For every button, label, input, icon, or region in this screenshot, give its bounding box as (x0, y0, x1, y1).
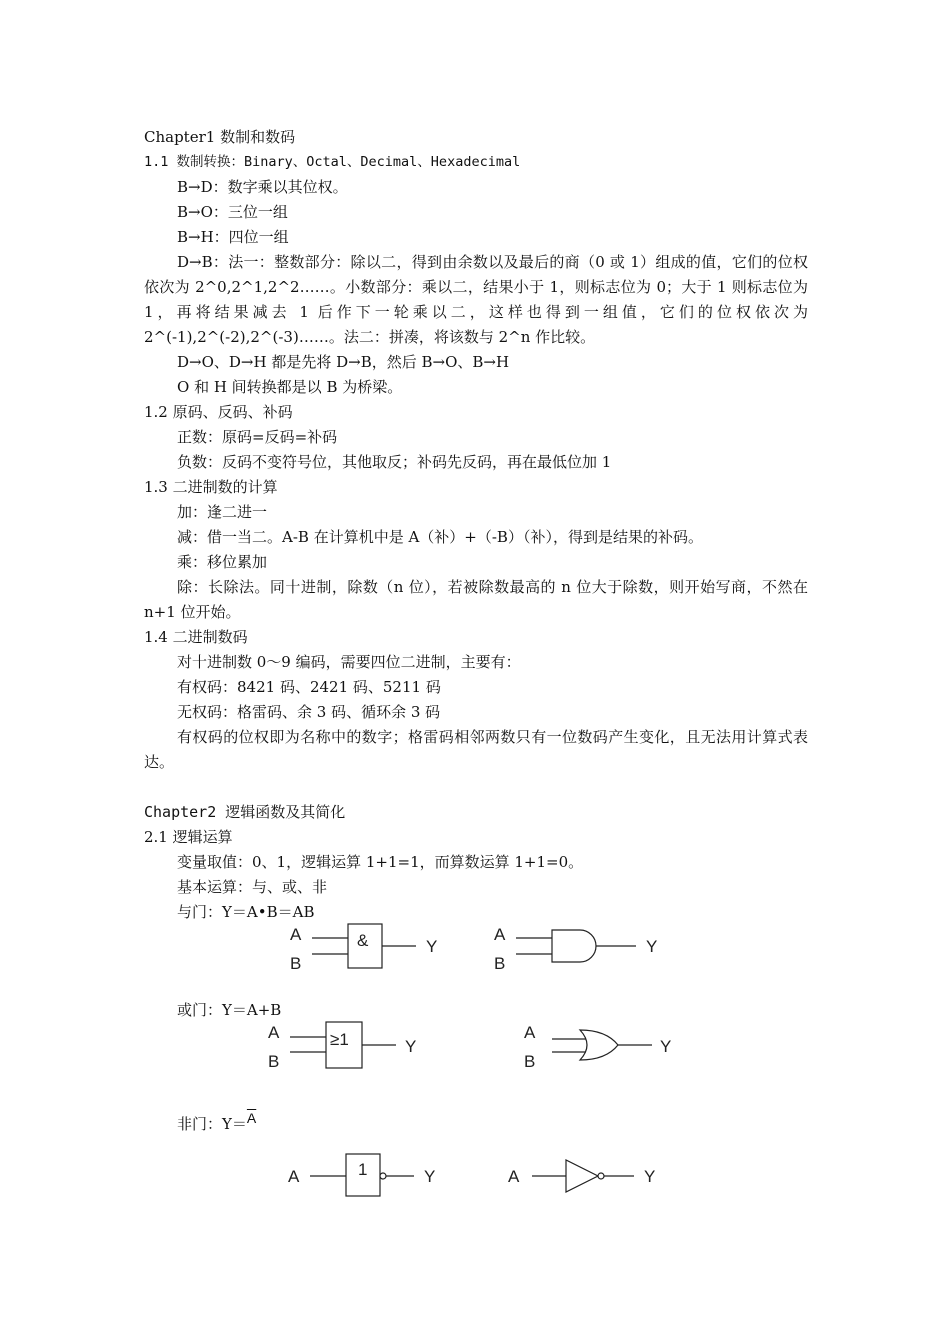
basic-operations-text: 基本运算：与、或、非 (177, 878, 328, 896)
not-label-a: A (288, 1167, 300, 1186)
multiplication-text: 乘：移位累加 (177, 553, 268, 571)
and-ansi-label-a: A (494, 925, 506, 944)
chapter1-title: Chapter1 数制和数码 (144, 128, 296, 146)
and-ansi-symbol (552, 930, 596, 962)
b-to-h-text: B→H：四位一组 (177, 228, 289, 246)
or-label-y: Y (405, 1037, 417, 1056)
or-gate-diagrams (262, 1016, 692, 1076)
not-inversion-bubble (380, 1173, 386, 1179)
negative-codes-text: 负数：反码不变符号位，其他取反；补码先反码，再在最低位加 1 (177, 453, 612, 471)
encoding-intro-text: 对十进制数 0～9 编码，需要四位二进制，主要有： (177, 653, 521, 671)
not-ansi-inversion-bubble (598, 1173, 604, 1179)
or-ansi-label-y: Y (660, 1037, 672, 1056)
or-ansi-symbol (580, 1030, 618, 1060)
codes-note-paragraph: 有权码的位权即为名称中的数字；格雷码相邻两数只有一位数码产生变化，且无法用计算式表达。 (144, 728, 808, 771)
not-ansi-label-y: Y (644, 1167, 656, 1186)
section-1-1-heading: 1.1 数制转换：Binary、Octal、Decimal、Hexadecimal (144, 154, 521, 170)
section-1-2-heading: 1.2 原码、反码、补码 (144, 403, 293, 421)
not-gate-formula (177, 1110, 257, 1134)
division-paragraph: 除：长除法。同十进制，除数（n 位），若被除数最高的 n 位大于除数，则开始写商，不然在 n+1 位开始。 (144, 578, 808, 621)
and-gate-diagrams (280, 918, 680, 980)
and-symbol-label: & (357, 931, 369, 950)
d-to-o-h-text: D→O、D→H 都是先将 D→B，然后 B→O、B→H (177, 353, 510, 371)
and-label-y: Y (426, 937, 438, 956)
not-symbol-label: 1 (358, 1160, 368, 1179)
chapter2-title: Chapter2 逻辑函数及其简化 (144, 803, 346, 821)
section-2-1-heading: 2.1 逻辑运算 (144, 828, 233, 846)
or-gate-formula: 或门：Y＝A+B (177, 1001, 282, 1019)
unweighted-codes-text: 无权码：格雷码、余 3 码、循环余 3 码 (177, 703, 441, 721)
weighted-codes-text: 有权码：8421 码、2421 码、5211 码 (177, 678, 441, 696)
not-gate-diagrams (280, 1148, 680, 1198)
section-1-3-heading: 1.3 二进制数的计算 (144, 478, 278, 496)
not-gate-variable: $\overline{A}$ (246, 1110, 257, 1126)
and-ansi-label-y: Y (646, 937, 658, 956)
b-to-d-text: B→D：数字乘以其位权。 (177, 178, 348, 196)
and-label-b: B (290, 954, 302, 973)
variable-values-text: 变量取值：0、1，逻辑运算 1+1=1，而算数运算 1+1=0。 (177, 853, 584, 871)
not-ansi-label-a: A (508, 1167, 520, 1186)
or-ansi-label-b: B (524, 1052, 536, 1071)
subtraction-text: 减：借一当二。A-B 在计算机中是 A（补）+（-B）（补），得到是结果的补码。 (177, 528, 703, 546)
or-symbol-label: ≥1 (330, 1030, 349, 1049)
o-h-bridge-text: O 和 H 间转换都是以 B 为桥梁。 (177, 378, 403, 396)
addition-text: 加：逢二进一 (177, 503, 268, 521)
positive-codes-text: 正数：原码=反码=补码 (177, 428, 338, 446)
b-to-o-text: B→O：三位一组 (177, 203, 288, 221)
or-label-a: A (268, 1023, 280, 1042)
or-label-b: B (268, 1052, 280, 1071)
and-label-a: A (290, 925, 302, 944)
not-ansi-symbol (566, 1160, 598, 1192)
section-1-4-heading: 1.4 二进制数码 (144, 628, 248, 646)
and-ansi-label-b: B (494, 954, 506, 973)
and-gate-formula: 与门：Y＝A•B＝AB (177, 903, 315, 921)
not-label-y: Y (424, 1167, 436, 1186)
d-to-b-paragraph: D→B：法一：整数部分：除以二，得到由余数以及最后的商（0 或 1）组成的值，它们的位权依次为 2^0,2^1,2^2……。小数部分：乘以二，结果小于 1，则标志位为 0；大于 1 则标志位为 1，再将结果减去 1 后作下一轮乘以二，这样也得到一组值，它们的位权依次为 2^(-1),2^(-2),2^(-3)……。法二：拼凑，将该数与 2^n 作比较。 (144, 253, 808, 346)
not-gate-prefix: 非门：Y＝ (177, 1115, 247, 1133)
or-ansi-label-a: A (524, 1023, 536, 1042)
